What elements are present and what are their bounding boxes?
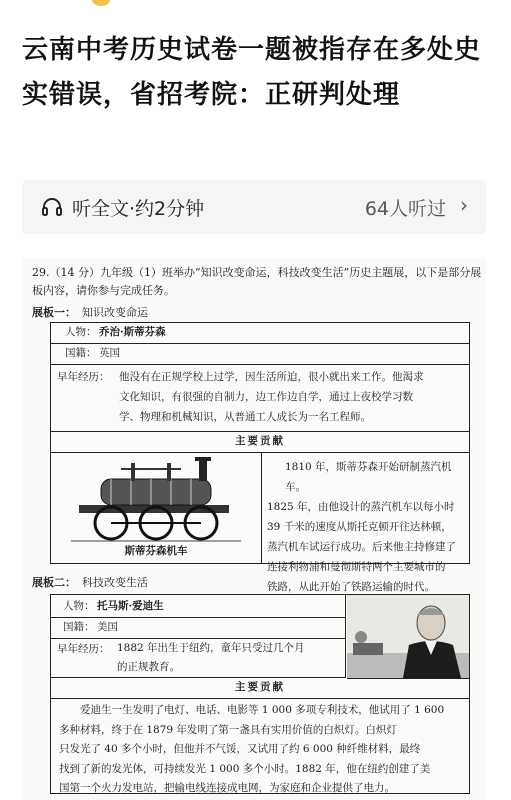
panel2-nationality-row: 国籍： 美国: [51, 618, 346, 639]
top-edge: [0, 0, 511, 8]
panel2-person: 托马斯·爱迪生: [97, 600, 164, 612]
panel1-title: [32, 304, 148, 320]
panel1-contrib-text: 1810 年，斯蒂芬森开始研制蒸汽机车。 1825 年，由他设计的蒸汽机车以每小时 39 千米的速度从斯托克顿开往达林顿， 蒸汽机车试运行成功。后来他主持修建了 连接利物浦和曼彻斯特两个主要城市的 铁路，从此开始了铁路运输的时代。: [267, 461, 456, 593]
listen-label: 听全文·约2分钟: [72, 197, 205, 220]
panel1-person: 乔治·斯蒂芬森: [99, 326, 166, 338]
panel2-title: [32, 574, 148, 590]
exam-paper-image: [22, 258, 486, 800]
chevron-right-icon: ›: [460, 193, 468, 217]
listen-full-article-bar[interactable]: [22, 180, 486, 234]
article-title: 云南中考历史试卷一题被指存在多处史实错误，省招考院：正研判处理: [22, 35, 482, 110]
edison-portrait: [347, 595, 469, 679]
question-text: 29.（14 分）九年级（1）班举办“知识改变命运，科技改变生活”历史主题展，以下是部分展板内容，请你参与完成任务。: [32, 266, 482, 297]
panel2-table: [50, 594, 470, 794]
panel2-person-row: 人物： 托马斯·爱迪生: [51, 595, 346, 618]
panel2-topic: 科技改变生活: [82, 576, 148, 589]
headphones-icon: [40, 195, 64, 219]
panel1-topic: 知识改变命运: [82, 306, 148, 319]
panel2-early-text: 1882 年出生于纽约，童年只受过几个月 的正规教育。: [117, 642, 305, 673]
panel1-image-cell: [51, 453, 262, 563]
steam-locomotive-illustration: [71, 457, 241, 543]
listener-count: 64人听过: [364, 198, 446, 220]
panel1-person-row: 人物： 乔治·斯蒂芬森: [51, 323, 469, 344]
panel2-contrib-text: 爱迪生一生发明了电灯、电话、电影等 1 000 多项专利技术，他试用了 1 600 多种材料，终于在 1879 年发明了第一盏具有实用价值的白炽灯。白炽灯 只发光了 40 多个小时，但他并不气馁，又试用了约 6 000 种纤维材料，最终 找到了新的发光体，可持续发光 1 000 多个小时。1882 年，他在纽约创建了美 国第一个火力发电站，把输电线连接成电网，为家庭和企业提供了电力。: [59, 704, 445, 794]
panel1-nationality: 英国: [99, 347, 120, 359]
locomotive-caption: 斯蒂芬森机车: [124, 545, 188, 557]
panel2-nationality: 美国: [97, 621, 118, 633]
panel1-heading: 展板一：: [32, 306, 76, 319]
panel1-contrib-heading: 主要贡献: [51, 432, 469, 453]
panel1-nationality-row: 国籍： 英国: [51, 344, 469, 365]
edison-portrait-illustration: [347, 595, 469, 678]
panel2-heading: 展板二：: [32, 576, 76, 589]
panel1-early-text: 他没有在正规学校上过学，因生活所迫，很小就出来工作。他渴求 文化知识，有很强的自制力，边工作边自学，通过上夜校学习数 学、物理和机械知识，从普通工人成长为一名工程师。: [119, 371, 424, 423]
panel2-contrib-heading: 主要贡献: [51, 678, 469, 699]
avatar-edge-icon: [92, 0, 110, 6]
panel2-early-row: 早年经历： 1882 年出生于纽约，童年只受过几个月 的正规教育。: [51, 639, 346, 678]
panel1-early-row: 早年经历： 他没有在正规学校上过学，因生活所迫，很小就出来工作。他渴求 文化知识，有很强的自制力，边工作边自学，通过上夜校学习数 学、物理和机械知识，从普通工人成长为一名工程师。: [51, 365, 469, 432]
